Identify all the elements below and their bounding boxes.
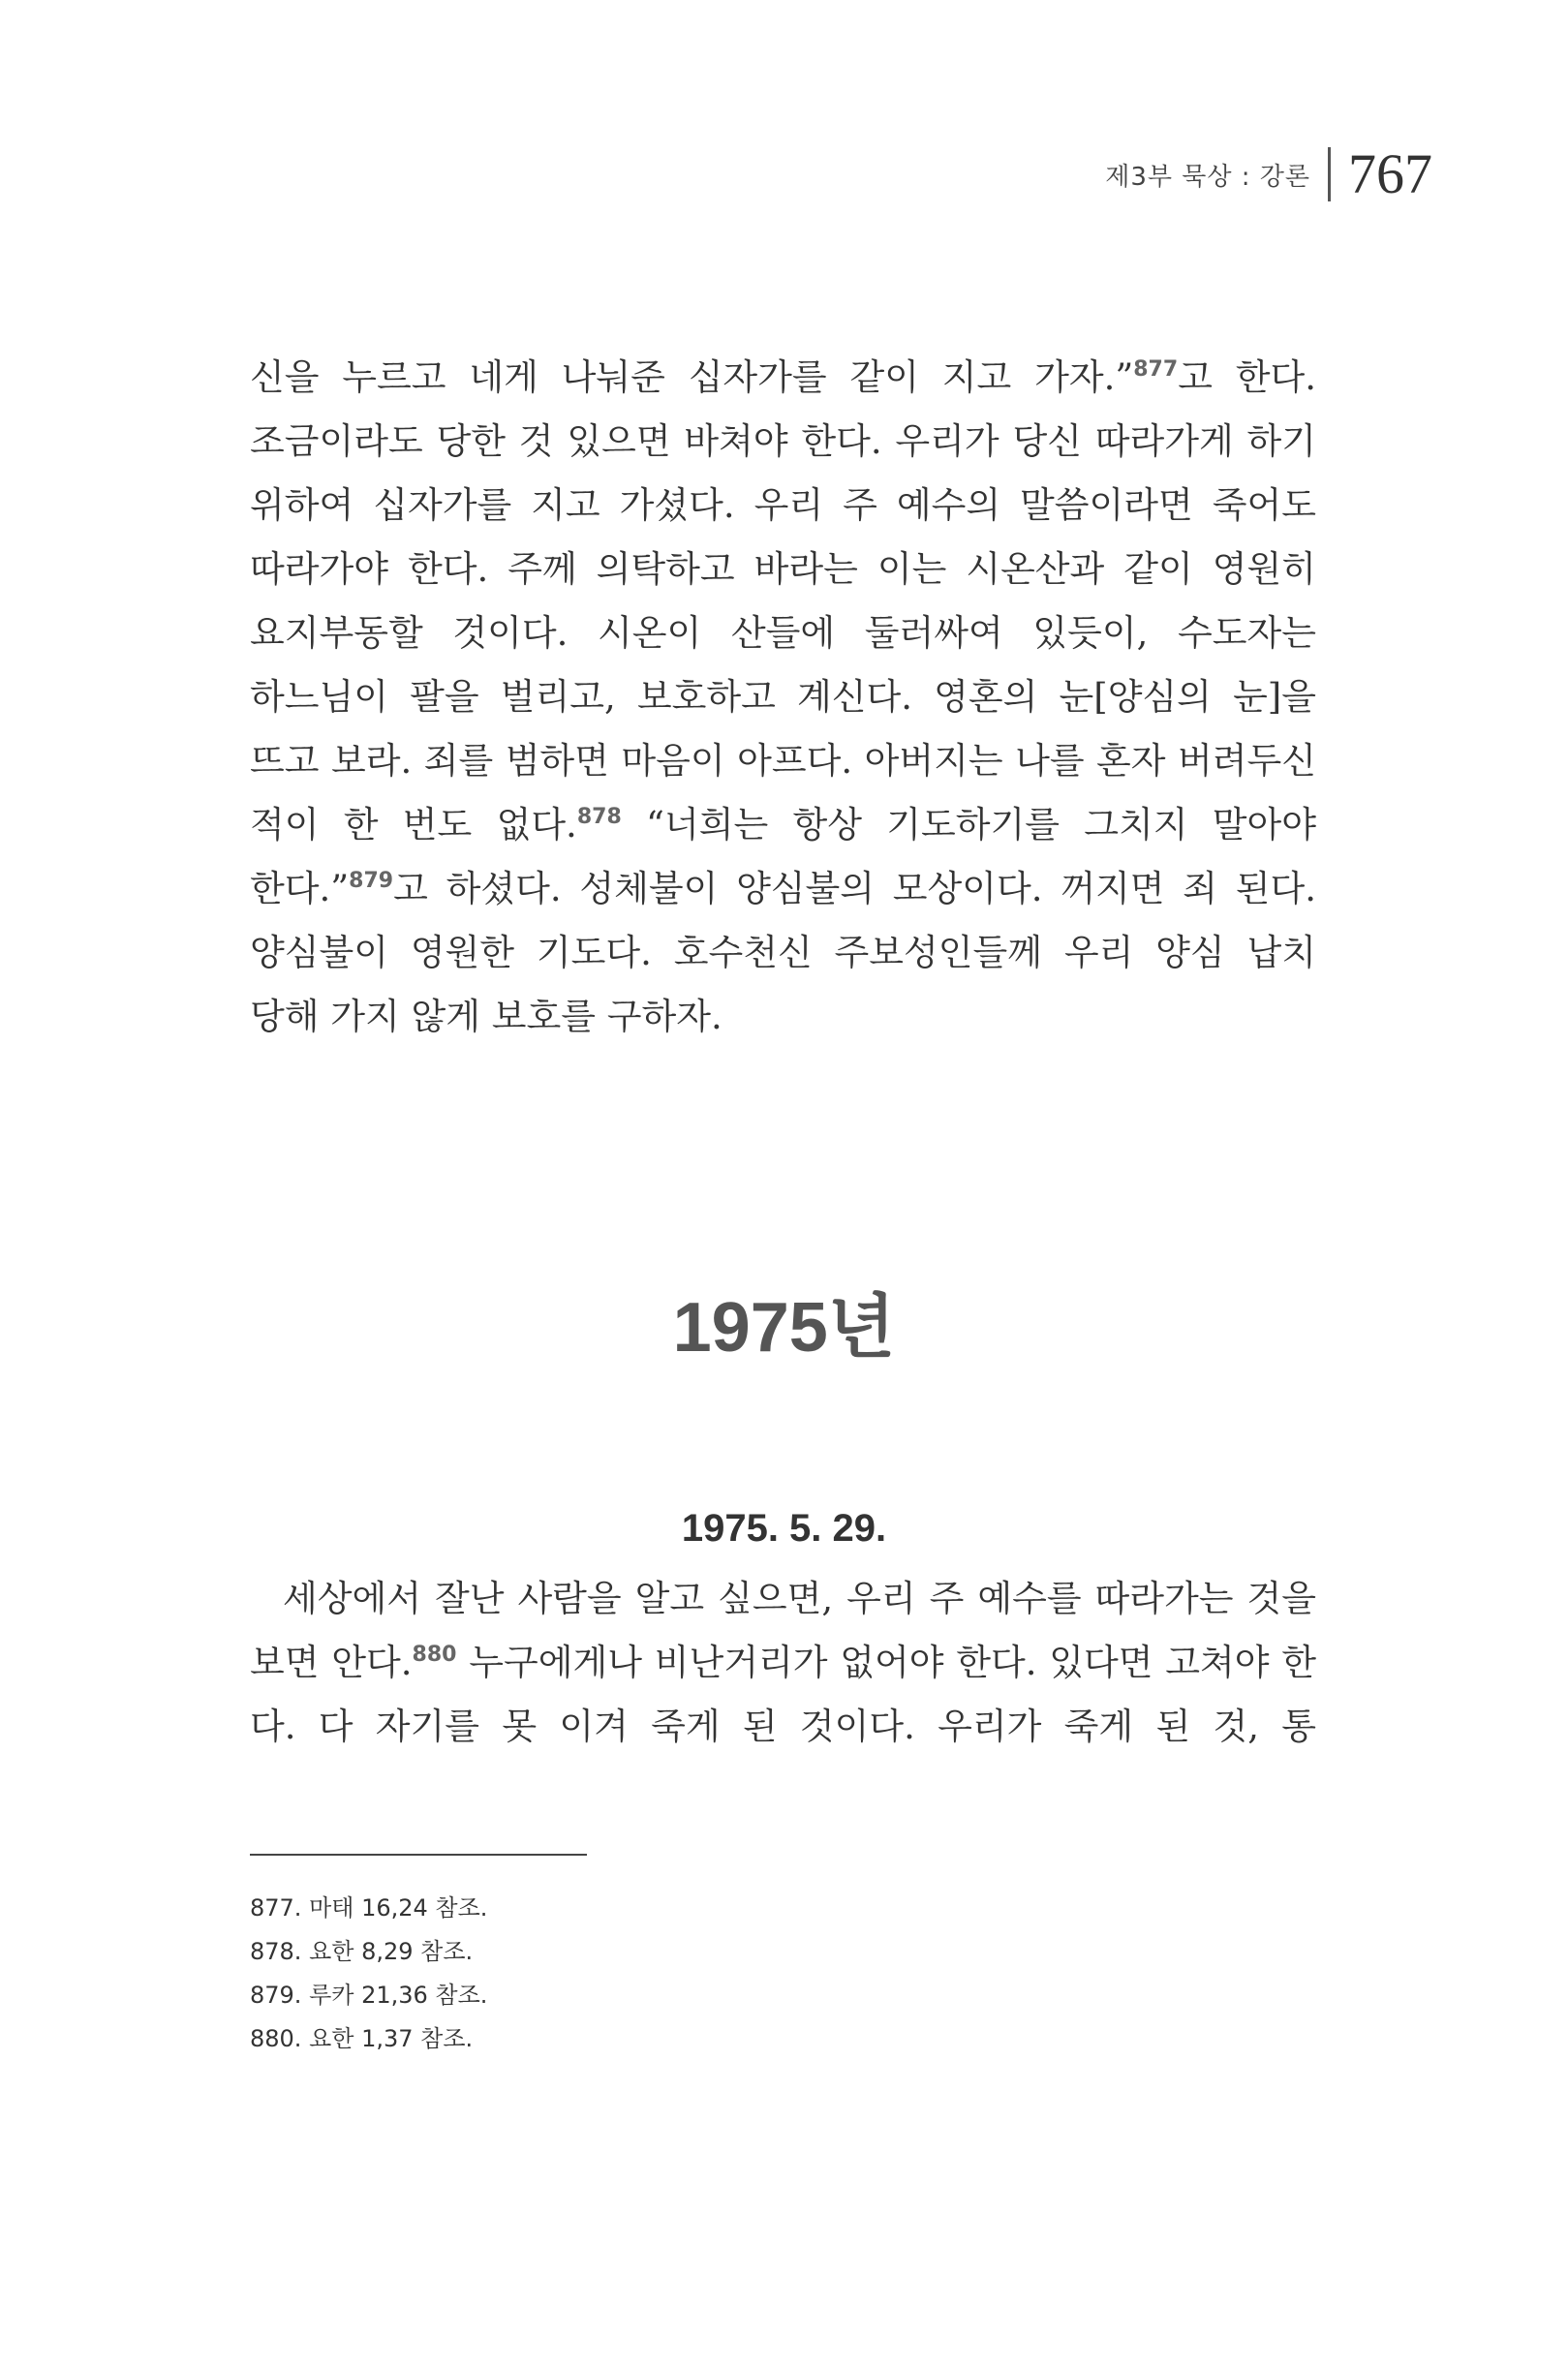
footnote-list [250,1887,487,2061]
footnote-ref-879[interactable]: 879 [349,869,394,893]
header-title: 제3부 묵상 : 강론 [1105,162,1310,192]
body-text-segment: 고 한다. 조금이라도 당한 것 있으면 바쳐야 한다. 우리가 당신 따라가게 하기 위하여 십자가를 지고 가셨다. 우리 주 예수의 말씀이라면 죽어도 따라가야 한다. 주께 의탁하고 바라는 이는 시온산과 같이 영원히 요지부동할 것이다. 시온이 산들에 둘러싸여 있듯이, 수도자는 하느님이 팔을 벌리고, 보호하고 계신다. 영혼의 눈[양심의 눈]을 뜨고 보라. 죄를 범하면 마음이 아프다. 아버지는 나를 혼자 버려두신 적이 한 번도 없다. [250,356,1316,846]
footnote-880: 880. 요한 1,37 참조. [250,2025,474,2052]
footnote-878: 878. 요한 8,29 참조. [250,1938,474,1965]
entry-paragraph [250,1567,1316,1759]
footnote-ref-877[interactable]: 877 [1133,357,1179,382]
body-text-segment: “너희는 항상 기도하기를 그치지 말아야 한다.” [250,804,1316,909]
running-header [1105,142,1432,205]
entry-text-segment: 세상에서 잘난 사람을 알고 싶으면, 우리 주 예수를 따라가는 것을 보면 안다. [250,1578,1316,1683]
footnote-ref-880[interactable]: 880 [412,1643,457,1667]
footnote-divider [250,1854,587,1856]
entry-date: 1975. 5. 29. [681,1507,887,1550]
entry-text-segment: 누구에게나 비난거리가 없어야 한다. 있다면 고쳐야 한다. 다 자기를 못 이겨 죽게 된 것이다. 우리가 죽게 된 것, 통 [250,1642,1316,1747]
footnote-879: 879. 루카 21,36 참조. [250,1982,488,2009]
footnote-ref-878[interactable]: 878 [576,805,622,829]
body-paragraph [250,346,1316,1049]
header-divider [1328,147,1331,201]
page-number: 767 [1348,142,1432,205]
footnote-877: 877. 마태 16,24 참조. [250,1894,488,1922]
year-heading: 1975년 [672,1289,896,1367]
body-text-segment: 신을 누르고 네게 나눠준 십자가를 같이 지고 가자.” [250,356,1134,398]
body-text-segment: 고 하셨다. 성체불이 양심불의 모상이다. 꺼지면 죄 된다. 양심불이 영원한 기도다. 호수천신 주보성인들께 우리 양심 납치 당해 가지 않게 보호를 구하자. [250,868,1316,1037]
